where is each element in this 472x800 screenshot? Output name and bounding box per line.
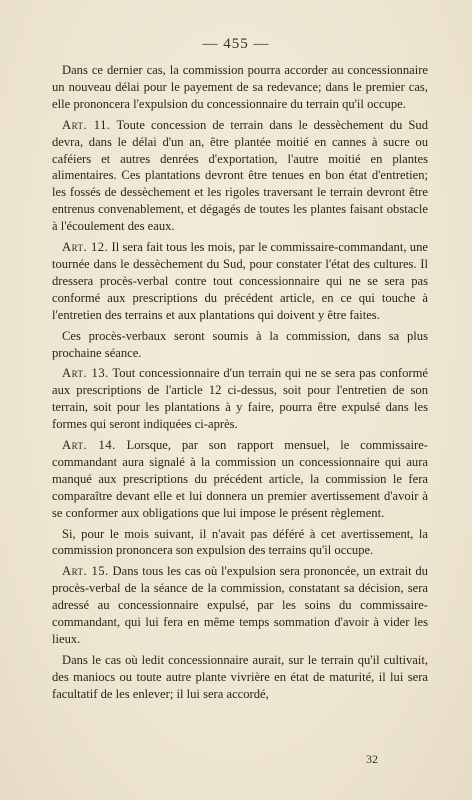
paragraph-text: Toute concession de terrain dans le dessèchement du Sud devra, dans le délai d'un an, être plantée moitié en cannes à sucre ou caféiers et autres denrées d'exportation, l'autre moitié en plantes alimentaires. Ces plantations devront être tenues en bon état d'entretien; les fossés de dessèchement et les rigoles traversant le terrain devront être entrenus convenablement, et dégagés de toutes les plantes faisant obstacle à l'écoulement des eaux. bbox=[52, 117, 428, 234]
article-label: Art. 13. bbox=[62, 366, 109, 381]
paragraph bbox=[52, 365, 428, 433]
article-label: Art. 14. bbox=[62, 438, 116, 453]
page-number: — 455 — bbox=[202, 36, 270, 52]
paragraph-text: Dans ce dernier cas, la commission pourra accorder au concessionnaire un nouveau délai pour le payement de sa redevance; dans le premier cas, elle prononcera l'expulsion du concessionnaire du terrain qu'il occupe. bbox=[52, 63, 428, 111]
paragraph-text: Si, pour le mois suivant, il n'avait pas déféré à cet avertissement, la commission prononcera son expulsion des terrains qu'il occupe. bbox=[52, 526, 428, 558]
paragraph-text: Tout concessionnaire d'un terrain qui ne se sera pas conformé aux prescriptions de l'article 12 ci-dessus, soit pour l'entretien de son terrain, soit pour les plantations à y faire, pourra être expulsé dans les formes qui seront indiquées ci-après. bbox=[52, 366, 428, 432]
article-label: Art. 15. bbox=[62, 564, 109, 579]
paragraph bbox=[52, 117, 428, 235]
paragraph bbox=[52, 62, 428, 113]
paragraph bbox=[52, 328, 428, 362]
article-label: Art. 11. bbox=[62, 117, 111, 132]
article-label: Art. 12. bbox=[62, 240, 109, 255]
body-text bbox=[52, 62, 428, 707]
paragraph-text: Il sera fait tous les mois, par le commissaire-commandant, une tournée dans le dessèchement du Sud, pour constater l'état des cultures. Il dressera procès-verbal contre tout concessionnaire qui ne se sera pas conformé aux prescriptions du précédent article, en ce qui touche à l'entretien des terrains et aux plantations qui doivent y être faites. bbox=[52, 240, 428, 322]
paragraph bbox=[52, 526, 428, 560]
paragraph bbox=[52, 563, 428, 648]
paragraph-text: Dans tous les cas où l'expulsion sera prononcée, un extrait du procès-verbal de la séance de la commission, constatant sa décision, sera adressé au concessionnaire expulsé, par les soins du commissaire-commandant, qui lui fera en même temps sommation d'avoir à vider les lieux. bbox=[52, 564, 428, 646]
paragraph-text: Ces procès-verbaux seront soumis à la commission, dans sa plus prochaine séance. bbox=[52, 328, 428, 360]
page-signature: 32 bbox=[366, 752, 378, 766]
paragraph bbox=[52, 652, 428, 703]
paragraph bbox=[52, 239, 428, 324]
paragraph-text: Lorsque, par son rapport mensuel, le commissaire-commandant aura signalé à la commission un concessionnaire qui aura manqué aux prescriptions du précédent article, la commission le fera comparaître devant elle et lui donnera un premier avertissement d'avoir à se conformer aux obligations que lui impose le présent règlement. bbox=[52, 438, 428, 520]
paragraph bbox=[52, 437, 428, 522]
paragraph-text: Dans le cas où ledit concessionnaire aurait, sur le terrain qu'il cultivait, des maniocs ou toute autre plante vivrière en état de maturité, il lui sera facultatif de les enlever; il lui sera accordé, bbox=[52, 652, 428, 701]
